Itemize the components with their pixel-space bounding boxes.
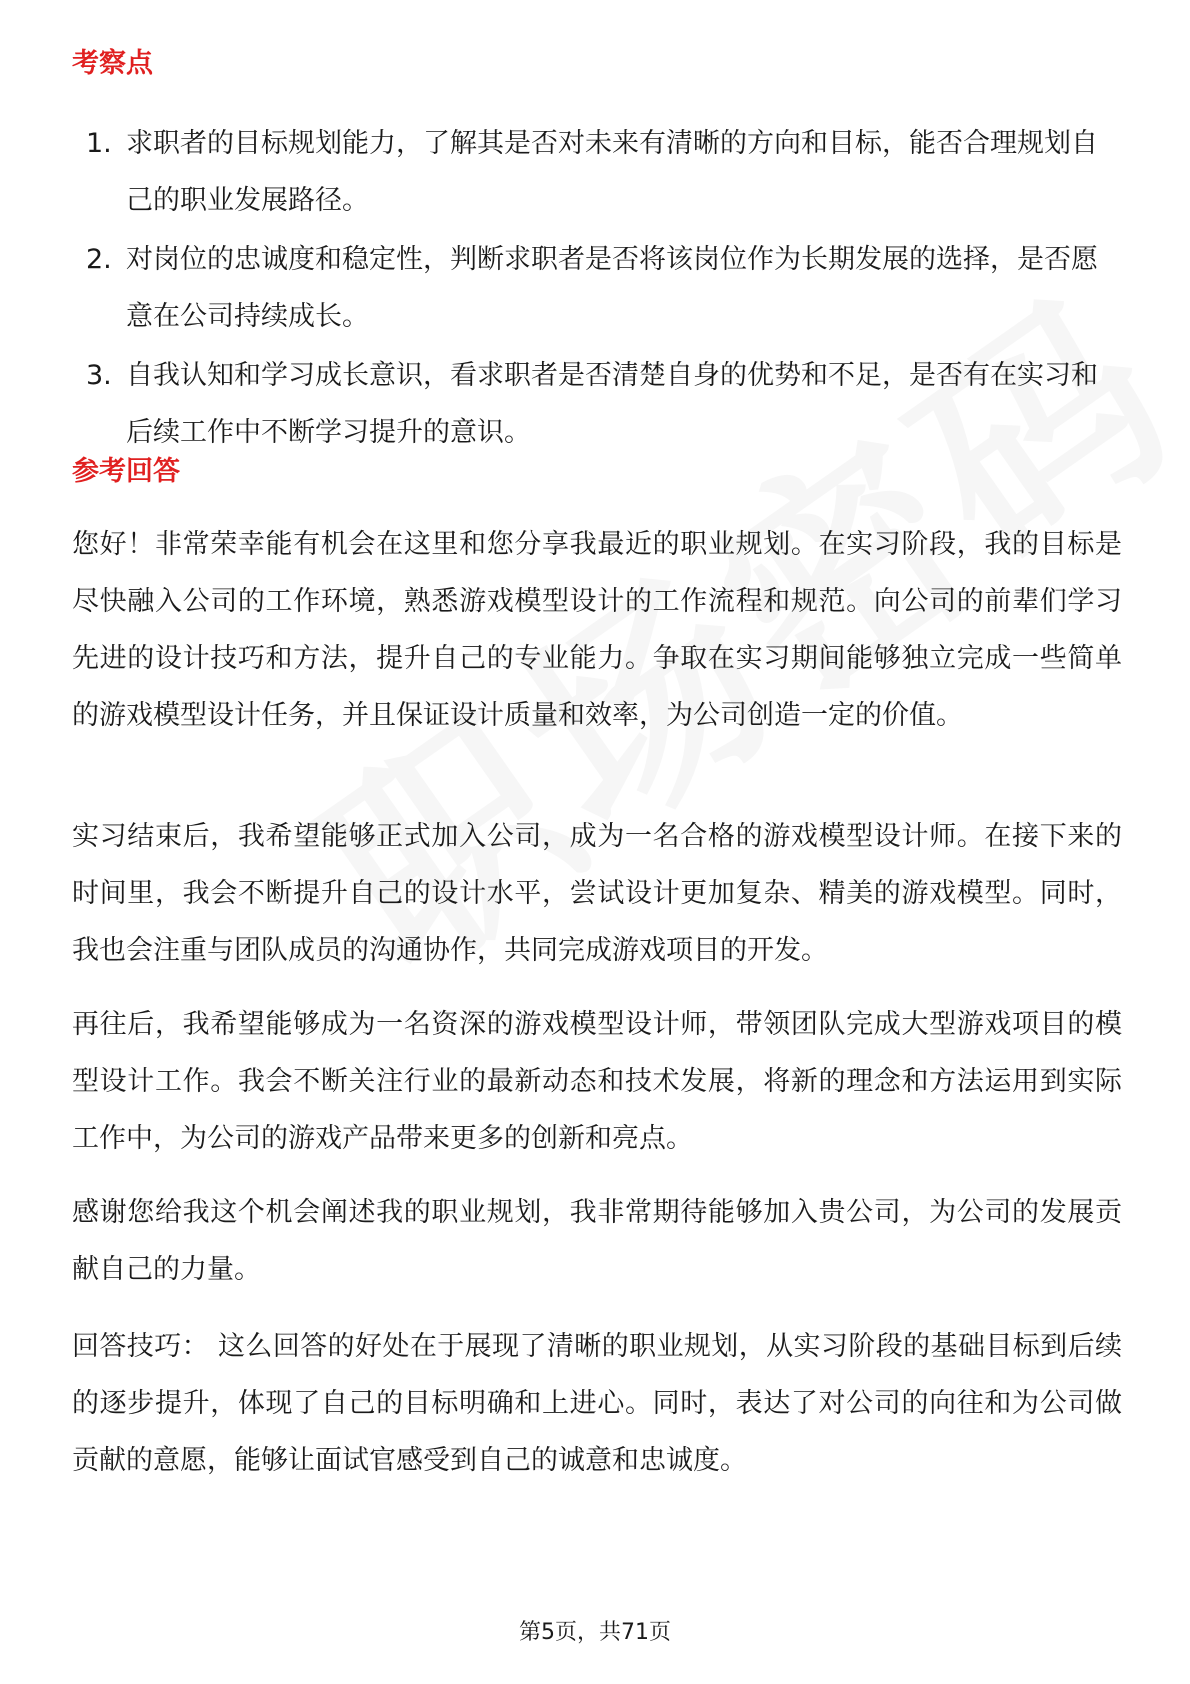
list-item-number: 3.	[86, 360, 112, 391]
list-item-text: 对岗位的忠诚度和稳定性，判断求职者是否将该岗位作为长期发展的选择，是否愿意在公司持续成长。	[126, 244, 1098, 332]
answer-paragraph-2: 实习结束后，我希望能够正式加入公司，成为一名合格的游戏模型设计师。在接下来的时间里，我会不断提升自己的设计水平，尝试设计更加复杂、精美的游戏模型。同时，我也会注重与团队成员的沟通协作，共同完成游戏项目的开发。	[72, 821, 1122, 966]
list-item	[72, 115, 1122, 229]
list-item	[72, 231, 1122, 345]
answer-paragraph-1: 您好！非常荣幸能有机会在这里和您分享我最近的职业规划。在实习阶段，我的目标是尽快融入公司的工作环境，熟悉游戏模型设计的工作流程和规范。向公司的前辈们学习先进的设计技巧和方法，提升自己的专业能力。争取在实习期间能够独立完成一些简单的游戏模型设计任务，并且保证设计质量和效率，为公司创造一定的价值。	[72, 529, 1122, 731]
list-item	[72, 347, 1122, 461]
list-item-number: 2.	[86, 244, 112, 275]
answer-tips-paragraph: 回答技巧： 这么回答的好处在于展现了清晰的职业规划，从实习阶段的基础目标到后续的逐步提升，体现了自己的目标明确和上进心。同时，表达了对公司的向往和为公司做贡献的意愿，能够让面试官感受到自己的诚意和忠诚度。	[72, 1331, 1122, 1476]
list-item-number: 1.	[86, 128, 112, 159]
answer-paragraph-4: 感谢您给我这个机会阐述我的职业规划，我非常期待能够加入贵公司，为公司的发展贡献自己的力量。	[72, 1197, 1122, 1285]
list-item-text: 自我认知和学习成长意识，看求职者是否清楚自身的优势和不足，是否有在实习和后续工作中不断学习提升的意识。	[126, 360, 1098, 448]
section-heading-key-points: 考察点	[72, 48, 153, 79]
key-points-list	[72, 115, 1122, 463]
section-heading-reference-answer: 参考回答	[72, 456, 180, 487]
answer-paragraph-3: 再往后，我希望能够成为一名资深的游戏模型设计师，带领团队完成大型游戏项目的模型设计工作。我会不断关注行业的最新动态和技术发展，将新的理念和方法运用到实际工作中，为公司的游戏产品带来更多的创新和亮点。	[72, 1009, 1122, 1154]
page-number-footer: 第5页，共71页	[519, 1620, 671, 1645]
list-item-text: 求职者的目标规划能力，了解其是否对未来有清晰的方向和目标，能否合理规划自己的职业发展路径。	[126, 128, 1098, 216]
